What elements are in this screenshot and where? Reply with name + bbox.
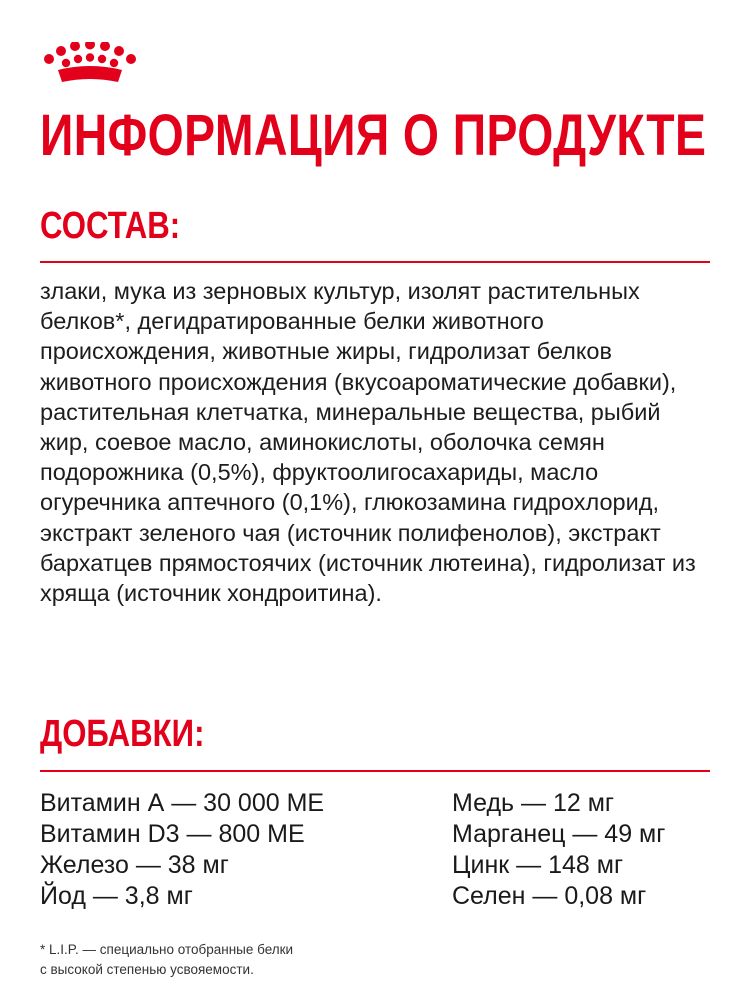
additives-column-left xyxy=(40,788,324,912)
divider xyxy=(40,261,710,263)
additive-item: Витамин А — 30 000 МЕ xyxy=(40,789,325,817)
additive-item: Медь — 12 мг xyxy=(452,789,615,817)
footnote-line: * L.I.P. — специально отобранные белки xyxy=(40,942,294,957)
additive-item: Железо — 38 мг xyxy=(40,851,229,879)
additive-item: Цинк — 148 мг xyxy=(452,851,624,879)
additive-item: Йод — 3,8 мг xyxy=(40,882,193,910)
composition-text: злаки, мука из зерновых культур, изолят растительных белков*, дегидратированные белки животного происхождения, животные жиры, гидролизат белков животного происхождения (вкусоароматические добавки), растительная клетчатка, минеральные вещества, рыбий жир, соевое масло, аминокислоты, оболочка семян подорожника (0,5%), фруктоолигосахариды, масло огуречника аптечного (0,1%), глюкозамина гидрохлорид, экстракт зеленого чая (источник полифенолов), экстракт бархатцев прямостоячих (источник лютеина), гидролизат из хряща (источник хондроитина). xyxy=(40,278,696,607)
additive-item: Селен — 0,08 мг xyxy=(452,882,647,910)
divider xyxy=(40,770,710,772)
page-title: ИНФОРМАЦИЯ О ПРОДУКТЕ xyxy=(40,103,707,168)
additive-item: Марганец — 49 мг xyxy=(452,820,666,848)
crown-icon xyxy=(40,42,140,86)
additives-column-right xyxy=(452,788,665,912)
footnote xyxy=(40,940,720,980)
additives-title: ДОБАВКИ: xyxy=(40,713,205,755)
composition-title: СОСТАВ: xyxy=(40,205,181,247)
footnote-line: с высокой степенью усвояемости. xyxy=(40,962,254,977)
additive-item: Витамин D3 — 800 МЕ xyxy=(40,820,305,848)
